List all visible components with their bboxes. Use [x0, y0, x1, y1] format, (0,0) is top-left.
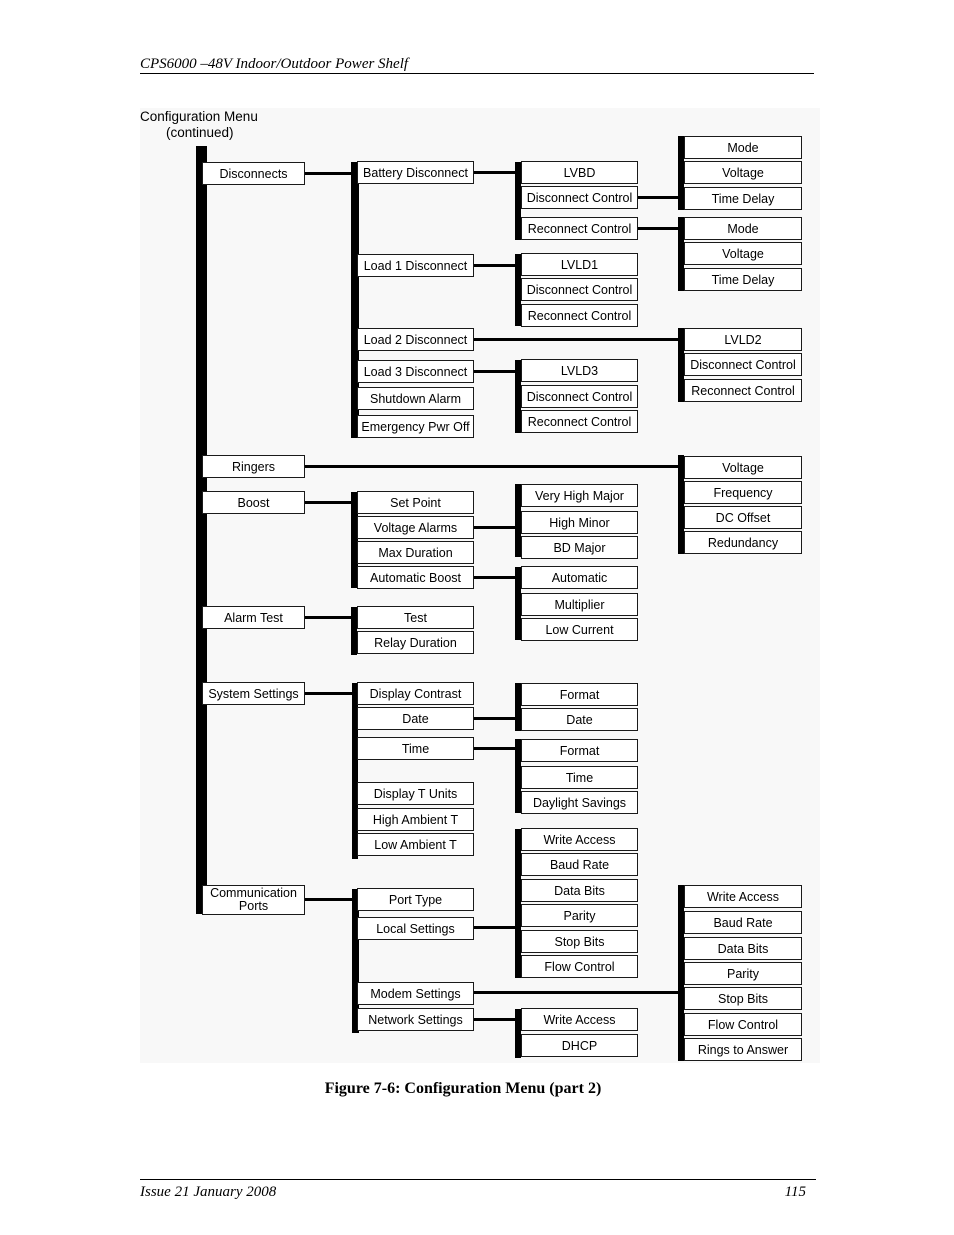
menu-item-local-settings: Local Settings: [357, 917, 474, 940]
menu-item-load1-disconnect: Load 1 Disconnect: [357, 254, 474, 277]
menu-item-dc-mode: Mode: [684, 136, 802, 159]
menu-item-voltage-alarms: Voltage Alarms: [357, 516, 474, 539]
connector-time: [473, 747, 516, 750]
menu-item-local-stop-bits: Stop Bits: [521, 930, 638, 953]
menu-item-modem-baud-rate: Baud Rate: [684, 911, 802, 934]
figure-caption: Figure 7-6: Configuration Menu (part 2): [324, 1080, 602, 1097]
menu-item-shutdown-alarm: Shutdown Alarm: [357, 387, 474, 410]
page-number: 115: [784, 1184, 806, 1200]
connector-comm-ports: [304, 898, 353, 901]
connector-system-settings: [304, 692, 353, 695]
connector-ringers: [304, 465, 679, 468]
menu-item-modem-stop-bits: Stop Bits: [684, 987, 802, 1010]
menu-item-dc-voltage: Voltage: [684, 161, 802, 184]
menu-item-rc-mode: Mode: [684, 217, 802, 240]
connector-load3: [473, 370, 516, 373]
menu-item-modem-data-bits: Data Bits: [684, 937, 802, 960]
menu-item-load2-disconnect: Load 2 Disconnect: [357, 328, 474, 351]
menu-item-low-current: Low Current: [521, 618, 638, 641]
menu-item-load2-disconnect-control: Disconnect Control: [684, 353, 802, 376]
menu-item-communication-ports: Communication Ports: [202, 885, 305, 915]
menu-item-date: Date: [357, 707, 474, 730]
menu-item-ringers-voltage: Voltage: [684, 456, 802, 479]
menu-item-lvld2: LVLD2: [684, 328, 802, 351]
menu-item-load3-reconnect-control: Reconnect Control: [521, 410, 638, 433]
menu-item-local-parity: Parity: [521, 904, 638, 927]
menu-item-local-baud-rate: Baud Rate: [521, 853, 638, 876]
menu-item-rc-time-delay: Time Delay: [684, 268, 802, 291]
menu-item-ringers-frequency: Frequency: [684, 481, 802, 504]
menu-item-low-ambient-t: Low Ambient T: [357, 833, 474, 856]
menu-item-set-point: Set Point: [357, 491, 474, 514]
menu-item-ringers: Ringers: [202, 455, 305, 478]
connector-disconnects: [304, 172, 352, 175]
connector-voltage-alarms: [473, 526, 516, 529]
connector-load2: [473, 338, 679, 341]
menu-item-display-contrast: Display Contrast: [357, 682, 474, 705]
menu-item-boost: Boost: [202, 491, 305, 514]
menu-item-load1-disconnect-control: Disconnect Control: [521, 278, 638, 301]
menu-item-display-t-units: Display T Units: [357, 782, 474, 805]
menu-item-load3-disconnect-control: Disconnect Control: [521, 385, 638, 408]
menu-item-network-dhcp: DHCP: [521, 1034, 638, 1057]
menu-item-ringers-redundancy: Redundancy: [684, 531, 802, 554]
menu-item-load1-reconnect-control: Reconnect Control: [521, 304, 638, 327]
menu-item-modem-settings: Modem Settings: [357, 982, 474, 1005]
menu-item-lvbd: LVBD: [521, 161, 638, 184]
connector-battery: [473, 171, 516, 174]
menu-item-high-minor: High Minor: [521, 511, 638, 534]
footer-issue: Issue 21 January 2008: [140, 1184, 277, 1200]
menu-item-network-write-access: Write Access: [521, 1008, 638, 1031]
connector-disconnect-control: [637, 196, 679, 199]
menu-item-local-flow-control: Flow Control: [521, 955, 638, 978]
header-rule: [140, 73, 814, 74]
connector-automatic-boost: [473, 576, 516, 579]
page-header: CPS6000 –48V Indoor/Outdoor Power Shelf: [140, 56, 409, 72]
connector-load1: [473, 264, 516, 267]
menu-item-load3-disconnect: Load 3 Disconnect: [357, 360, 474, 383]
menu-item-port-type: Port Type: [357, 888, 474, 911]
menu-item-date-format: Format: [521, 683, 638, 706]
menu-item-network-settings: Network Settings: [357, 1008, 474, 1031]
menu-item-very-high-major: Very High Major: [521, 484, 638, 507]
menu-item-daylight-savings: Daylight Savings: [521, 791, 638, 814]
menu-item-battery-disconnect-control: Disconnect Control: [521, 186, 638, 209]
footer-rule: [140, 1179, 816, 1180]
menu-item-modem-write-access: Write Access: [684, 885, 802, 908]
menu-item-automatic: Automatic: [521, 566, 638, 589]
menu-item-system-settings: System Settings: [202, 682, 305, 705]
menu-item-battery-disconnect: Battery Disconnect: [357, 161, 474, 184]
menu-item-relay-duration: Relay Duration: [357, 631, 474, 654]
menu-item-max-duration: Max Duration: [357, 541, 474, 564]
menu-item-battery-reconnect-control: Reconnect Control: [521, 217, 638, 240]
menu-item-multiplier: Multiplier: [521, 593, 638, 616]
menu-item-load2-reconnect-control: Reconnect Control: [684, 379, 802, 402]
diagram-subtitle: (continued): [166, 125, 234, 140]
connector-local-settings: [473, 926, 516, 929]
menu-item-emergency-pwr-off: Emergency Pwr Off: [357, 415, 474, 438]
connector-modem-settings: [473, 991, 679, 994]
menu-item-test: Test: [357, 606, 474, 629]
connector-network-settings: [473, 1018, 516, 1021]
menu-item-lvld3: LVLD3: [521, 359, 638, 382]
menu-item-time-format: Format: [521, 739, 638, 762]
menu-item-bd-major: BD Major: [521, 536, 638, 559]
menu-item-lvld1: LVLD1: [521, 253, 638, 276]
menu-item-high-ambient-t: High Ambient T: [357, 808, 474, 831]
menu-item-modem-flow-control: Flow Control: [684, 1013, 802, 1036]
connector-reconnect-control: [637, 227, 679, 230]
menu-item-disconnects: Disconnects: [202, 162, 305, 185]
menu-item-time: Time: [357, 737, 474, 760]
menu-item-ringers-dc-offset: DC Offset: [684, 506, 802, 529]
menu-item-rc-voltage: Voltage: [684, 242, 802, 265]
menu-item-modem-rings-to-answer: Rings to Answer: [684, 1038, 802, 1061]
main-trunk: [196, 146, 207, 914]
diagram-title: Configuration Menu: [140, 109, 258, 124]
menu-item-dc-time-delay: Time Delay: [684, 187, 802, 210]
menu-item-automatic-boost: Automatic Boost: [357, 566, 474, 589]
connector-alarm-test: [304, 616, 352, 619]
connector-date: [473, 717, 516, 720]
menu-item-local-write-access: Write Access: [521, 828, 638, 851]
menu-item-time-value: Time: [521, 766, 638, 789]
menu-item-local-data-bits: Data Bits: [521, 879, 638, 902]
menu-item-alarm-test: Alarm Test: [202, 606, 305, 629]
connector-boost: [304, 501, 352, 504]
menu-item-modem-parity: Parity: [684, 962, 802, 985]
menu-item-date-value: Date: [521, 708, 638, 731]
